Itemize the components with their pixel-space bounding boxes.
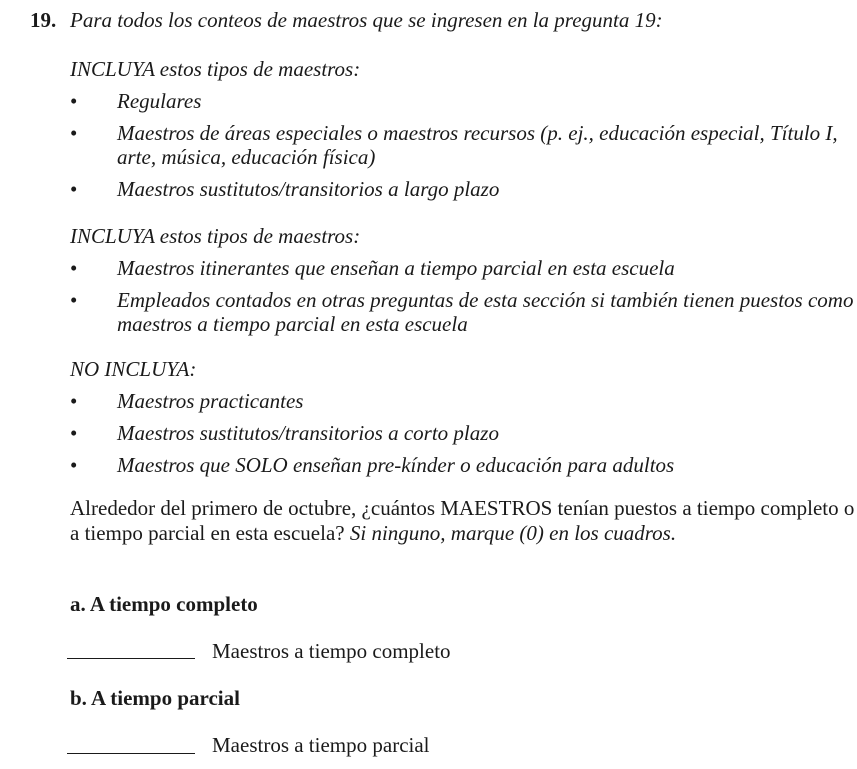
list-item bbox=[70, 121, 857, 169]
bullet-icon: • bbox=[70, 256, 78, 280]
list-item bbox=[70, 421, 857, 445]
bullet-icon: • bbox=[70, 421, 78, 445]
part-a-label: a. A tiempo completo bbox=[70, 592, 258, 616]
include-list-2 bbox=[70, 256, 857, 336]
bullet-icon: • bbox=[70, 288, 78, 312]
bullet-icon: • bbox=[70, 89, 78, 113]
question-number: 19. bbox=[30, 8, 57, 32]
include-list-1 bbox=[70, 89, 857, 201]
main-question bbox=[70, 496, 855, 546]
list-item-text: Regulares bbox=[117, 89, 202, 113]
list-item-text: Maestros sustitutos/transitorios a largo plazo bbox=[117, 177, 500, 201]
include-heading-1: INCLUYA estos tipos de maestros: bbox=[70, 57, 361, 81]
include-section-1 bbox=[70, 57, 857, 201]
full-time-teachers-label: Maestros a tiempo completo bbox=[212, 639, 451, 663]
main-question-note: Si ninguno, marque (0) en los cuadros. bbox=[349, 521, 677, 545]
list-item-text: Maestros de áreas especiales o maestros recursos (p. ej., educación especial, Título I, arte, música, educación física) bbox=[117, 121, 838, 169]
part-time-teachers-input[interactable] bbox=[67, 733, 195, 754]
list-item bbox=[70, 389, 857, 413]
bullet-icon: • bbox=[70, 121, 78, 145]
list-item bbox=[70, 177, 857, 201]
list-item bbox=[70, 89, 857, 113]
include-heading-2: INCLUYA estos tipos de maestros: bbox=[70, 224, 361, 248]
exclude-heading: NO INCLUYA: bbox=[70, 357, 197, 381]
list-item bbox=[70, 453, 857, 477]
list-item-text: Empleados contados en otras preguntas de esta sección si también tienen puestos como maestros a tiempo parcial en esta escuela bbox=[117, 288, 854, 336]
bullet-icon: • bbox=[70, 453, 78, 477]
exclude-section bbox=[70, 357, 857, 477]
part-time-teachers-label: Maestros a tiempo parcial bbox=[212, 733, 430, 757]
full-time-teachers-input[interactable] bbox=[67, 638, 195, 659]
part-b-label: b. A tiempo parcial bbox=[70, 686, 240, 710]
list-item bbox=[70, 288, 857, 336]
list-item-text: Maestros itinerantes que enseñan a tiempo parcial en esta escuela bbox=[117, 256, 675, 280]
list-item-text: Maestros sustitutos/transitorios a corto plazo bbox=[117, 421, 499, 445]
list-item bbox=[70, 256, 857, 280]
list-item-text: Maestros practicantes bbox=[117, 389, 304, 413]
bullet-icon: • bbox=[70, 177, 78, 201]
bullet-icon: • bbox=[70, 389, 78, 413]
list-item-text: Maestros que SOLO enseñan pre-kínder o educación para adultos bbox=[117, 453, 675, 477]
exclude-list bbox=[70, 389, 857, 477]
question-intro: Para todos los conteos de maestros que se ingresen en la pregunta 19: bbox=[70, 8, 663, 32]
include-section-2 bbox=[70, 224, 857, 336]
main-question-text: Alrededor del primero de octubre, ¿cuántos MAESTROS tenían puestos a tiempo completo o a tiempo parcial en esta escuela? bbox=[70, 496, 855, 545]
